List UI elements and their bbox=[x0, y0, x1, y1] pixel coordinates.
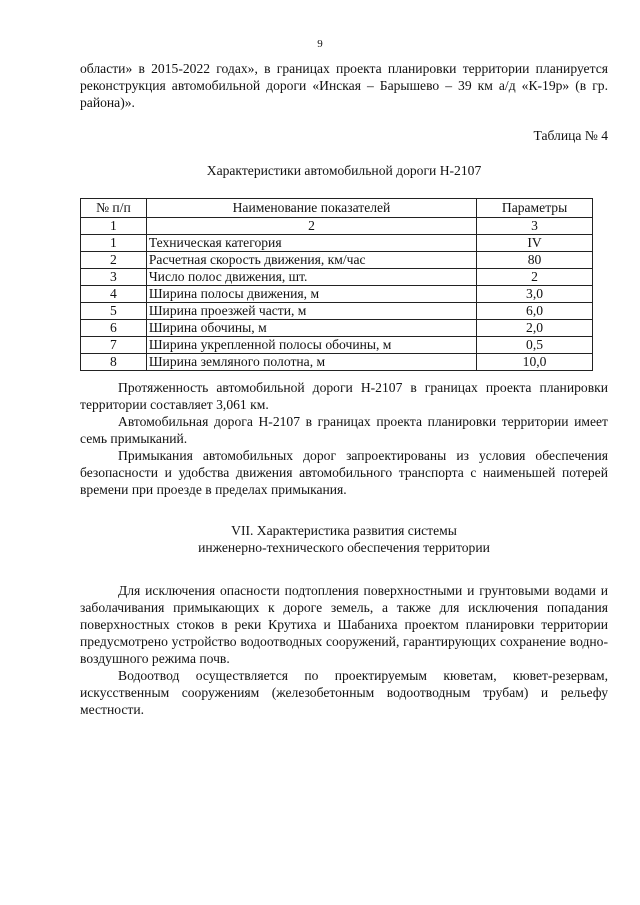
row-number: 6 bbox=[81, 320, 147, 337]
section-title bbox=[80, 522, 608, 556]
table-row bbox=[81, 252, 593, 269]
intro-paragraph: области» в 2015-2022 годах», в границах проекта планировки территории планируется реконструкция автомобильной дороги «Инская – Барышево – 39 км а/д «К-19р» (в гр. района)». bbox=[80, 61, 608, 110]
paragraph-drainage-method: Водоотвод осуществляется по проектируемым кюветам, кювет-резервам, искусственным сооружениям (железобетонным водоотводным трубам) и рельефу местности. bbox=[80, 668, 608, 717]
table-row bbox=[81, 269, 593, 286]
table-row bbox=[81, 337, 593, 354]
row-number: 5 bbox=[81, 303, 147, 320]
row-number: 7 bbox=[81, 337, 147, 354]
paragraph-junctions-design: Примыкания автомобильных дорог запроектированы из условия обеспечения безопасности и удобства движения автомобильного транспорта с наименьшей потерей времени при проезде в пределах примыкания. bbox=[80, 448, 608, 497]
table-row bbox=[81, 303, 593, 320]
row-name: Техническая категория bbox=[146, 235, 476, 252]
header-number: № п/п bbox=[81, 199, 147, 218]
page-number: 9 bbox=[317, 38, 323, 50]
table-label: Таблица № 4 bbox=[533, 128, 608, 143]
row-number: 2 bbox=[81, 252, 147, 269]
row-name: Ширина укрепленной полосы обочины, м bbox=[146, 337, 476, 354]
row-name: Ширина полосы движения, м bbox=[146, 286, 476, 303]
row-value: 10,0 bbox=[477, 354, 593, 371]
paragraph-drainage-purpose: Для исключения опасности подтопления поверхностными и грунтовыми водами и заболачивания примыкающих к дороге земель, а также для исключения попадания поверхностных стоков в реки Крутиха и Шабаниха проектом планировки территории предусмотрено устройство водоотводных сооружений, гарантирующих сохранение водно-воздушного режима почв. bbox=[80, 583, 608, 666]
row-name: Расчетная скорость движения, км/час bbox=[146, 252, 476, 269]
row-number: 8 bbox=[81, 354, 147, 371]
row-number: 3 bbox=[81, 269, 147, 286]
row-value: 2,0 bbox=[477, 320, 593, 337]
document-body bbox=[80, 60, 608, 718]
row-value: 80 bbox=[477, 252, 593, 269]
row-name: Число полос движения, шт. bbox=[146, 269, 476, 286]
table-row bbox=[81, 320, 593, 337]
row-name: Ширина обочины, м bbox=[146, 320, 476, 337]
column-number: 1 bbox=[81, 218, 147, 235]
paragraph-junctions-count: Автомобильная дорога Н-2107 в границах проекта планировки территории имеет семь примыканий. bbox=[80, 414, 608, 446]
column-number-row bbox=[81, 218, 593, 235]
column-number: 3 bbox=[477, 218, 593, 235]
row-value: 0,5 bbox=[477, 337, 593, 354]
row-number: 4 bbox=[81, 286, 147, 303]
row-number: 1 bbox=[81, 235, 147, 252]
table-row bbox=[81, 235, 593, 252]
table-row bbox=[81, 286, 593, 303]
table-title: Характеристики автомобильной дороги Н-2107 bbox=[206, 163, 482, 178]
row-name: Ширина проезжей части, м bbox=[146, 303, 476, 320]
column-number: 2 bbox=[146, 218, 476, 235]
table-row bbox=[81, 354, 593, 371]
row-name: Ширина земляного полотна, м bbox=[146, 354, 476, 371]
paragraph-road-length: Протяженность автомобильной дороги Н-2107 в границах проекта планировки территории составляет 3,061 км. bbox=[80, 380, 608, 412]
row-value: IV bbox=[477, 235, 593, 252]
table-header-row bbox=[81, 199, 593, 218]
road-characteristics-table bbox=[80, 198, 593, 371]
row-value: 3,0 bbox=[477, 286, 593, 303]
header-value: Параметры bbox=[477, 199, 593, 218]
row-value: 6,0 bbox=[477, 303, 593, 320]
row-value: 2 bbox=[477, 269, 593, 286]
section-title-line: инженерно-технического обеспечения территории bbox=[198, 540, 490, 555]
header-name: Наименование показателей bbox=[146, 199, 476, 218]
section-title-line: VII. Характеристика развития системы bbox=[231, 523, 457, 538]
